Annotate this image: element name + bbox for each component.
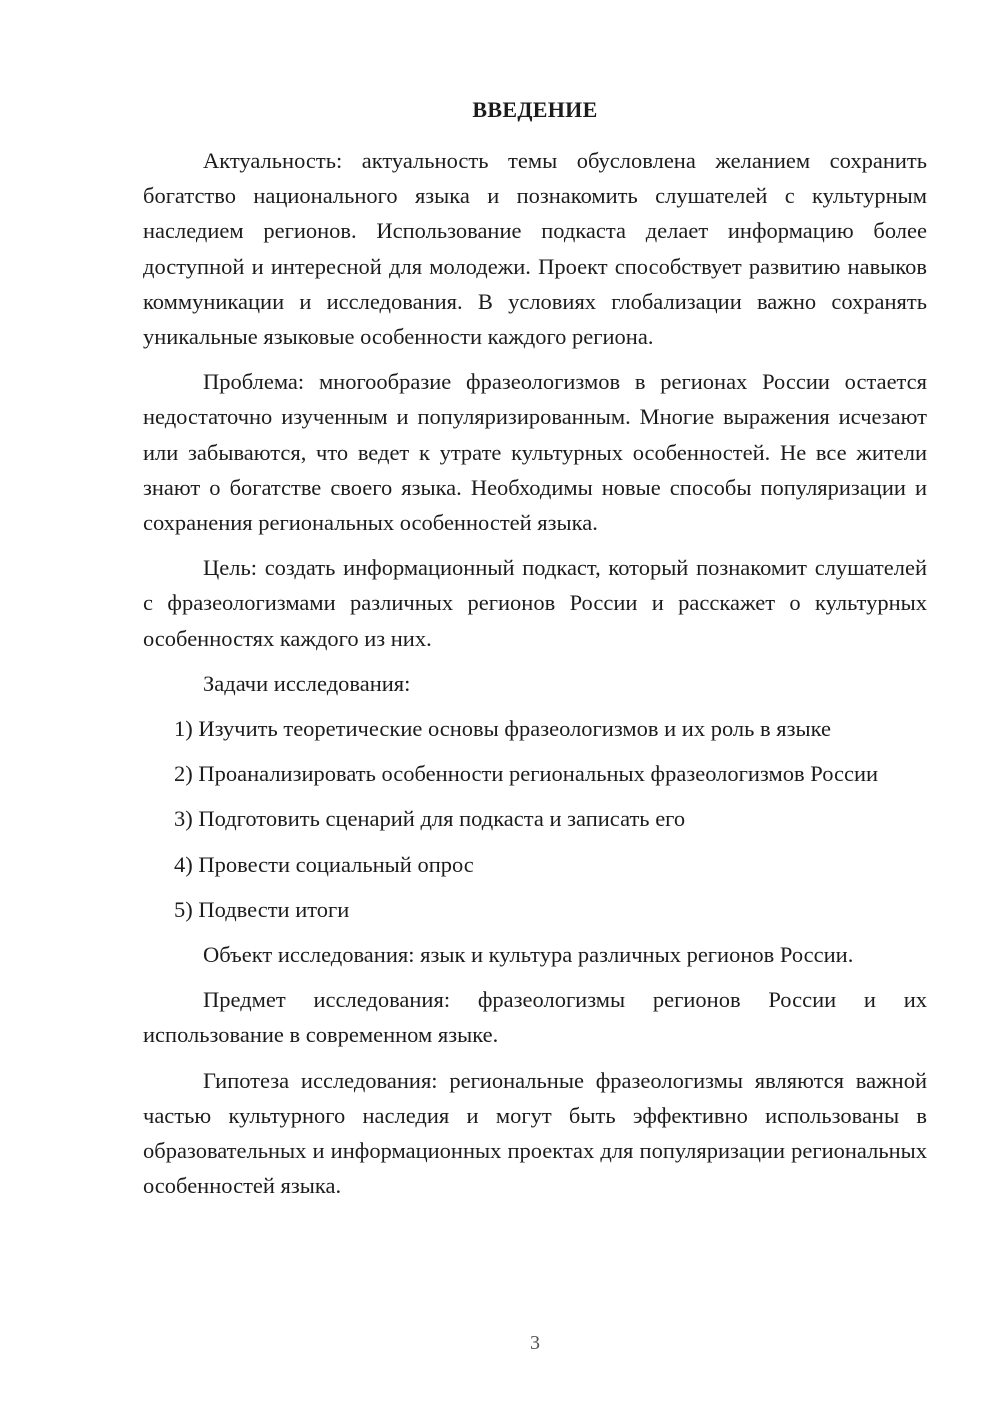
task-item-5: 5) Подвести итоги bbox=[174, 896, 350, 922]
subject-paragraph: Предмет исследования: фразеологизмы регионов России и их использование в современном языке. bbox=[143, 987, 927, 1048]
section-title: ВВЕДЕНИЕ bbox=[472, 97, 598, 122]
object-paragraph: Объект исследования: язык и культура различных регионов России. bbox=[203, 942, 854, 968]
problem-paragraph: Проблема: многообразие фразеологизмов в регионах России остается недостаточно изученным и популяризированным. Многие выражения исчезают или забываются, что ведет к утрате культурных особенностей. Не все жители знают о богатстве своего языка. Необходимы новые способы популяризации и сохранения региональных особенностей языка. bbox=[143, 369, 927, 536]
goal-paragraph: Цель: создать информационный подкаст, который познакомит слушателей с фразеологизмами различных регионов России и расскажет о культурных особенностях каждого из них. bbox=[143, 555, 927, 651]
tasks-heading: Задачи исследования: bbox=[203, 670, 411, 696]
task-item-2: 2) Проанализировать особенности региональных фразеологизмов России bbox=[174, 761, 879, 787]
page-number: 3 bbox=[530, 1332, 540, 1354]
hypothesis-paragraph: Гипотеза исследования: региональные фразеологизмы являются важной частью культурного наследия и могут быть эффективно использованы в образовательных и информационных проектах для популяризации региональных особенностей языка. bbox=[143, 1067, 927, 1199]
document-page bbox=[143, 95, 927, 1213]
task-item-3: 3) Подготовить сценарий для подкаста и записать его bbox=[174, 806, 686, 832]
relevance-paragraph: Актуальность: актуальность темы обусловлена желанием сохранить богатство национального языка и познакомить слушателей с культурным наследием регионов. Использование подкаста делает информацию более доступной и интересной для молодежи. Проект способствует развитию навыков коммуникации и исследования. В условиях глобализации важно сохранять уникальные языковые особенности каждого региона. bbox=[143, 148, 927, 350]
task-item-4: 4) Провести социальный опрос bbox=[174, 851, 474, 877]
task-item-1: 1) Изучить теоретические основы фразеологизмов и их роль в языке bbox=[174, 716, 831, 742]
